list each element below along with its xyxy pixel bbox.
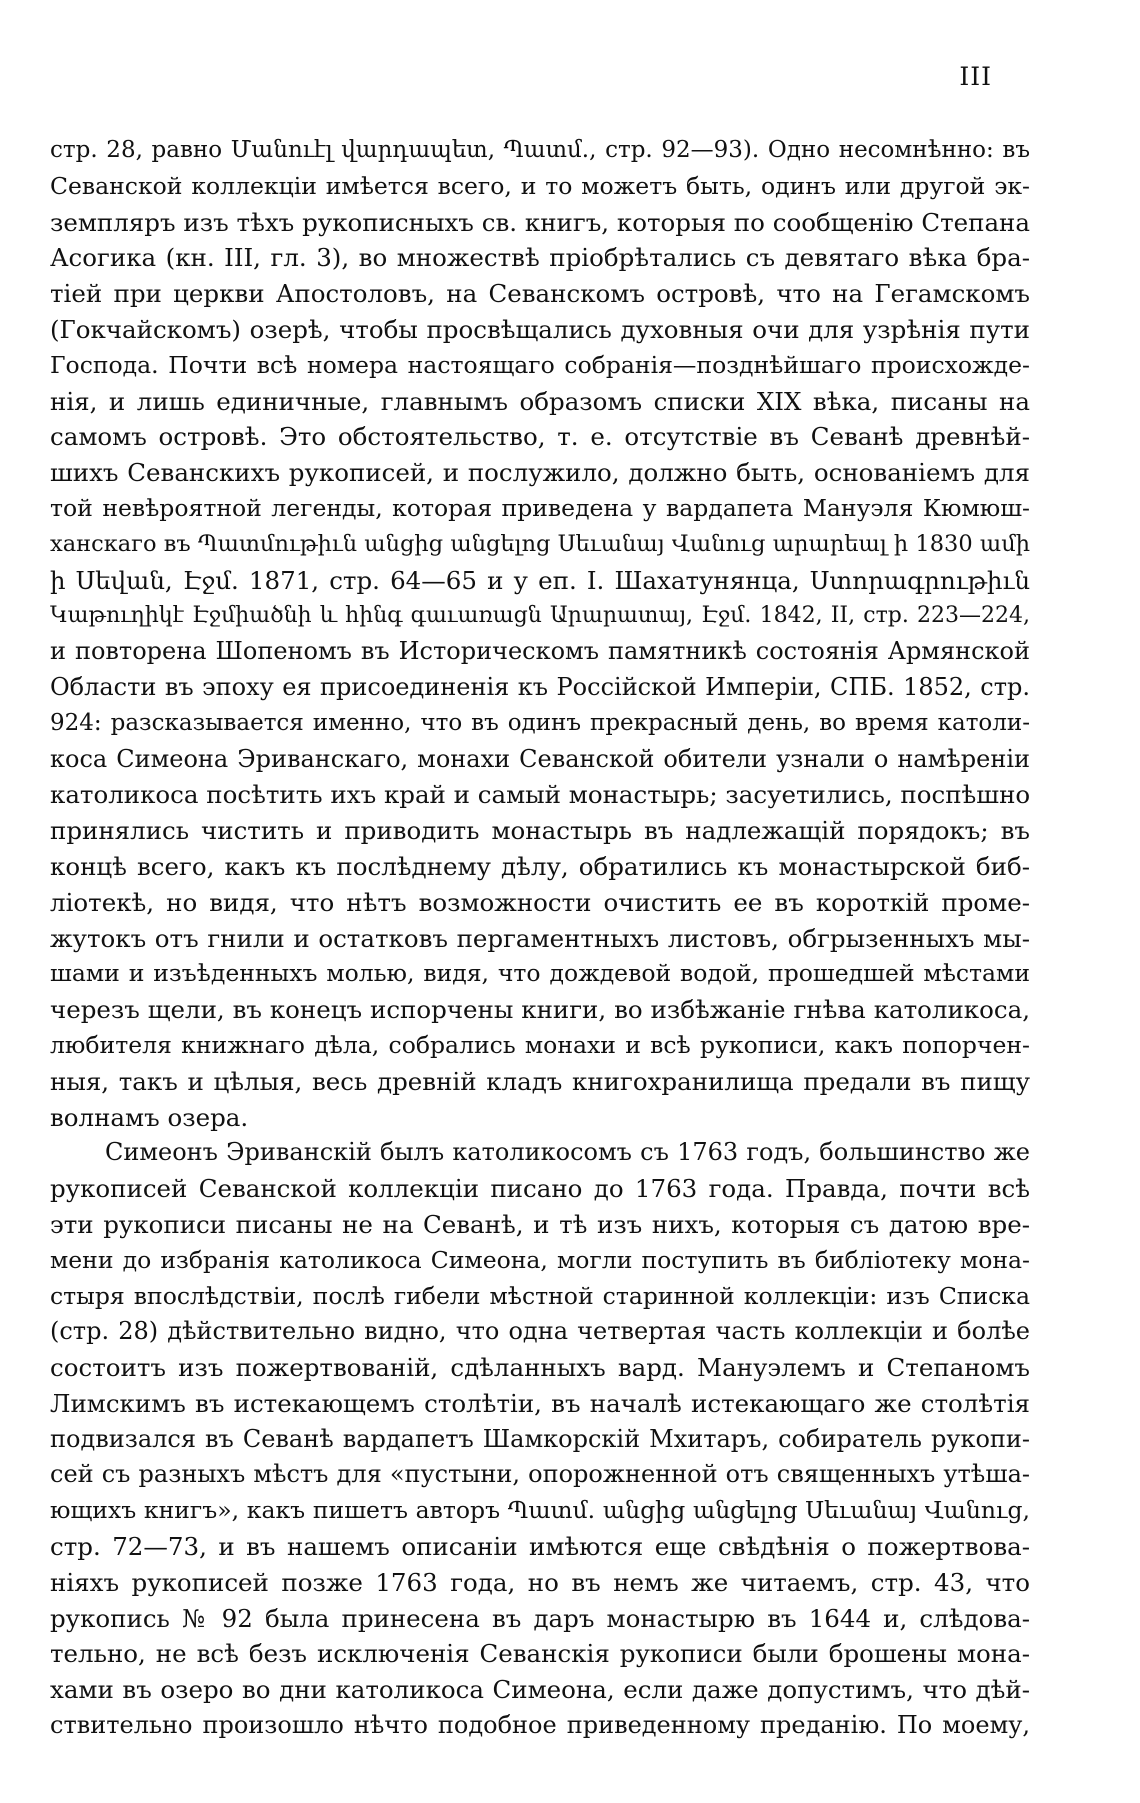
text-line: шами и изъѣденныхъ молью, видя, что дождевой водой, прошедшей мѣстами [50,959,1030,988]
text-line: черезъ щели, въ конецъ испорчены книги, во избѣжаніе гнѣва католикоса, [50,995,1030,1025]
text-line: (стр. 28) дѣйствительно видно, что одна четвертая часть коллекціи и болѣе [50,1317,1030,1346]
page-number: III [959,62,992,91]
text-line: Лимскимъ въ истекающемъ столѣтіи, въ началѣ истекающаго же столѣтія [50,1388,1030,1418]
text-line: Севанской коллекціи имѣется всего, и то можетъ быть, одинъ или другой эк- [50,171,1030,200]
text-line: Կաթուղիկէ Էջմիածնի և հինգ գաւառացն Արարատայ, Էջմ. 1842, II, стр. 223—224, [50,603,1030,629]
text-line: хами въ озеро во дни католикоса Симеона, если даже допустимъ, что дѣй- [50,1675,1030,1705]
text-line: ліотекѣ, но видя, что нѣтъ возможности очистить ее въ короткій проме- [50,887,1030,917]
text-line: ханскаго въ Պատմութիւն անցից անցելոց Սեւանայ Վանուց արարեալ ի 1830 ամի [50,530,1030,557]
body-text [50,133,1030,1744]
text-line: Господа. Почти всѣ номера настоящаго собранія—позднѣйшаго происхожде- [50,350,1030,379]
text-line: ի Սեվան, Էջմ. 1871, стр. 64—65 и у еп. I. Шахатунянца, Ստորագրութիւն [50,565,1030,595]
text-line: ніяхъ рукописей позже 1763 года, но въ немъ же читаемъ, стр. 43, что [50,1567,1030,1597]
text-line: эти рукописи писаны не на Севанѣ, и тѣ изъ нихъ, которыя съ датою вре- [50,1209,1030,1239]
text-line: волнамъ озера. [50,1102,249,1132]
text-line: стыря впослѣдствіи, послѣ гибели мѣстной старинной коллекціи: изъ Списка [50,1281,1030,1310]
text-line: тіей при церкви Апостоловъ, на Севанскомъ островѣ, что на Гегамскомъ [50,279,1030,309]
text-line: нія, и лишь единичные, главнымъ образомъ списки XIX вѣка, писаны на [50,386,1030,416]
text-line: ствительно произошло нѣчто подобное приведенному преданію. По моему, [50,1711,1030,1740]
text-line: земпляръ изъ тѣхъ рукописныхъ св. книгъ, которыя по сообщенію Степана [50,207,1030,237]
text-line: ныя, такъ и цѣлыя, весь древній кладъ книгохранилища предали въ пищу [50,1066,1030,1096]
text-line: рукопись № 92 была принесена въ даръ монастырю въ 1644 и, слѣдова- [50,1603,1030,1633]
text-line: самомъ островѣ. Это обстоятельство, т. е. отсутствіе въ Севанѣ древнѣй- [50,422,1030,452]
text-line: любителя книжнаго дѣла, собрались монахи и всѣ рукописи, какъ попорчен- [50,1030,1030,1059]
text-line: концѣ всего, какъ къ послѣднему дѣлу, обратились къ монастырской биб- [50,851,1030,881]
text-line: жутокъ отъ гнили и остатковъ пергаментныхъ листовъ, обгрызенныхъ мы- [50,923,1030,953]
text-line: стр. 28, равно Մանուէլ վարդապետ, Պատմ., стр. 92—93). Одно несомнѣнно: въ [50,137,1030,163]
text-line: коса Симеона Эриванскаго, монахи Севанской обители узнали о намѣреніи [50,744,1030,773]
text-line: состоитъ изъ пожертвованій, сдѣланныхъ вард. Мануэлемъ и Степаномъ [50,1353,1030,1383]
text-line: той невѣроятной легенды, которая приведена у вардапета Мануэля Кюмюш- [50,493,1030,522]
text-line: сей съ разныхъ мѣстъ для «пустыни, опорожненной отъ священныхъ утѣша- [50,1460,1030,1489]
text-line: католикоса посѣтить ихъ край и самый монастырь; засуетились, поспѣшно [50,780,1030,810]
text-line: шихъ Севанскихъ рукописей, и послужило, должно быть, основаніемъ для [50,458,1030,488]
text-line: (Гокчайскомъ) озерѣ, чтобы просвѣщались духовныя очи для узрѣнія пути [50,314,1030,344]
text-line: тельно, не всѣ безъ исключенія Севанскія рукописи были брошены мона- [50,1639,1030,1669]
text-line: и повторена Шопеномъ въ Историческомъ памятникѣ состоянія Армянской [50,637,1030,666]
text-line: 924: разсказывается именно, что въ одинъ прекрасный день, во время католи- [50,709,1030,736]
text-line: стр. 72—73, и въ нашемъ описаніи имѣются еще свѣдѣнія о пожертвова- [50,1532,1030,1562]
text-line: Симеонъ Эриванскій былъ католикосомъ съ 1763 годъ, большинство же [105,1138,1030,1167]
text-line: мени до избранія католикоса Симеона, могли поступить въ библіотеку мона- [50,1245,1030,1274]
text-line: подвизался въ Севанѣ вардапетъ Шамкорскій Мхитаръ, собиратель рукопи- [50,1424,1030,1453]
text-line: рукописей Севанской коллекціи писано до 1763 года. Правда, почти всѣ [50,1174,1030,1204]
text-line: принялись чистить и приводить монастырь въ надлежащій порядокъ; въ [50,816,1030,846]
text-line: Области въ эпоху ея присоединенія къ Россійской Имперіи, СПБ. 1852, стр. [50,672,1030,701]
text-line: ющихъ книгъ», какъ пишетъ авторъ Պատմ. անցից անցելոց Սեւանայ Վանուց, [50,1496,1030,1525]
text-line: Асогика (кн. III, гл. 3), во множествѣ пріобрѣтались съ девятаго вѣка бра- [50,243,1030,273]
